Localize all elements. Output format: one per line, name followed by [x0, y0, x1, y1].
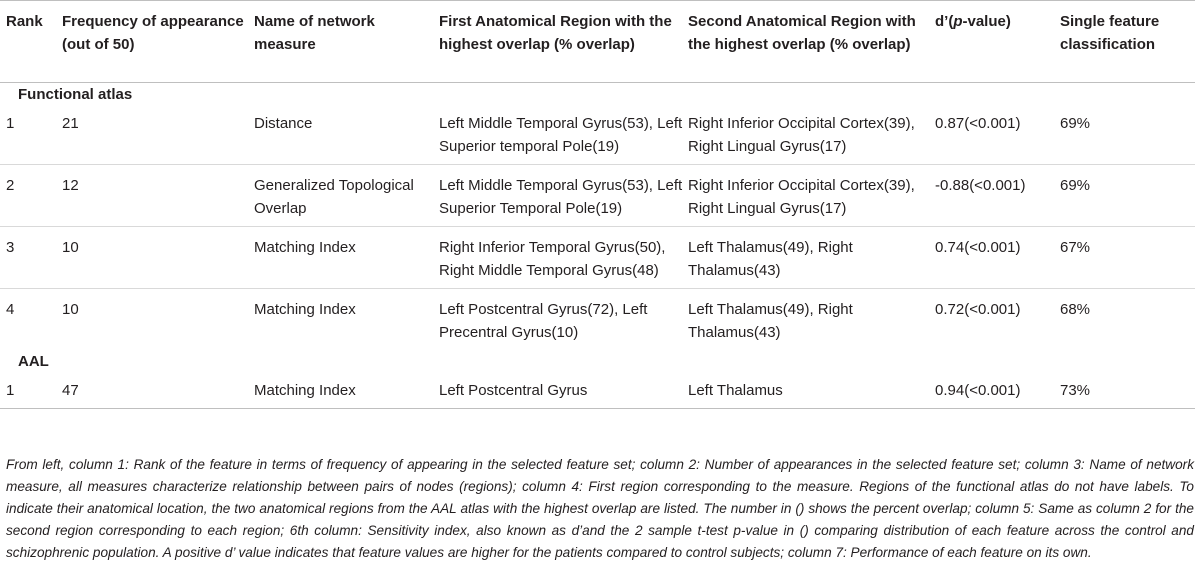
- section-title: AAL: [18, 353, 49, 370]
- cell-first-region: Left Postcentral Gyrus: [439, 382, 588, 399]
- cell-dprime: 0.74(<0.001): [935, 239, 1021, 256]
- cell-dprime: 0.87(<0.001): [935, 115, 1021, 132]
- cell-first-region: Right Inferior Temporal Gyrus(50), Right Middle Temporal Gyrus(48): [439, 239, 666, 279]
- cell-second-region: Left Thalamus(49), Right Thalamus(43): [688, 239, 853, 279]
- section-title: Functional atlas: [18, 86, 133, 103]
- cell-classification: 68%: [1060, 301, 1091, 318]
- section-header-row: [0, 83, 1195, 107]
- cell-first-region: Left Middle Temporal Gyrus(53), Left Superior temporal Pole(19): [439, 115, 683, 155]
- table-header: [0, 1, 1195, 83]
- cell-rank: 1: [6, 382, 15, 399]
- section-header-row: [0, 350, 1195, 373]
- cell-rank: 4: [6, 301, 15, 318]
- table-body: [0, 83, 1195, 409]
- cell-dprime: 0.94(<0.001): [935, 382, 1021, 399]
- cell-first-region: Left Middle Temporal Gyrus(53), Left Superior Temporal Pole(19): [439, 177, 683, 217]
- table-footnote: [6, 454, 1194, 564]
- cell-measure: Matching Index: [254, 382, 356, 399]
- cell-frequency: 47: [62, 382, 79, 399]
- cell-second-region: Left Thalamus(49), Right Thalamus(43): [688, 301, 853, 341]
- cell-dprime: 0.72(<0.001): [935, 301, 1021, 318]
- cell-measure: Matching Index: [254, 301, 356, 318]
- header-first-region: First Anatomical Region with the highest overlap (% overlap): [439, 13, 672, 53]
- table-row: [0, 106, 1195, 165]
- cell-classification: 69%: [1060, 177, 1091, 194]
- cell-second-region: Right Inferior Occipital Cortex(39), Right Lingual Gyrus(17): [688, 177, 915, 217]
- cell-rank: 3: [6, 239, 15, 256]
- cell-classification: 73%: [1060, 382, 1091, 399]
- cell-frequency: 10: [62, 301, 79, 318]
- cell-frequency: 10: [62, 239, 79, 256]
- header-rank: Rank: [6, 13, 43, 30]
- cell-rank: 1: [6, 115, 15, 132]
- cell-measure: Generalized Topological Overlap: [254, 177, 414, 217]
- cell-second-region: Right Inferior Occipital Cortex(39), Right Lingual Gyrus(17): [688, 115, 915, 155]
- header-second-region: Second Anatomical Region with the highest overlap (% overlap): [688, 13, 916, 53]
- cell-first-region: Left Postcentral Gyrus(72), Left Precentral Gyrus(10): [439, 301, 648, 341]
- cell-dprime: -0.88(<0.001): [935, 177, 1026, 194]
- cell-measure: Matching Index: [254, 239, 356, 256]
- cell-measure: Distance: [254, 115, 313, 132]
- header-frequency: Frequency of appearance (out of 50): [62, 13, 244, 53]
- cell-classification: 69%: [1060, 115, 1091, 132]
- cell-classification: 67%: [1060, 239, 1091, 256]
- cell-frequency: 21: [62, 115, 79, 132]
- table-row: [0, 165, 1195, 227]
- cell-rank: 2: [6, 177, 15, 194]
- header-dprime: d’(p-value): [935, 13, 1011, 30]
- table-row: [0, 227, 1195, 289]
- cell-frequency: 12: [62, 177, 79, 194]
- cell-second-region: Left Thalamus: [688, 382, 783, 399]
- header-measure: Name of network measure: [254, 13, 375, 53]
- table-row: [0, 289, 1195, 351]
- table-row: [0, 373, 1195, 409]
- footnote-text: From left, column 1: Rank of the feature in terms of frequency of appearing in the selected feature set; column 2: Number of appearances in the selected feature set; column 3: Name of network measure, all measures characterize relationship between pairs of nodes (regions); column 4: First region corresponding to the measure. Regions of the functional atlas do not have labels. To indicate their anatomical location, the two anatomical regions from the AAL atlas with the highest overlap are listed. The number in () shows the percent overlap; column 5: Same as column 2 for the second region corresponding to each region; 6th column: Sensitivity index, also known as d’and the 2 sample t-test p-value in () comparing distribution of each feature across the control and schizophrenic population. A positive d’ value indicates that feature values are higher for the patients compared to control subjects; column 7: Performance of each feature on its own.: [6, 457, 1194, 560]
- header-classification: Single feature classification: [1060, 13, 1160, 53]
